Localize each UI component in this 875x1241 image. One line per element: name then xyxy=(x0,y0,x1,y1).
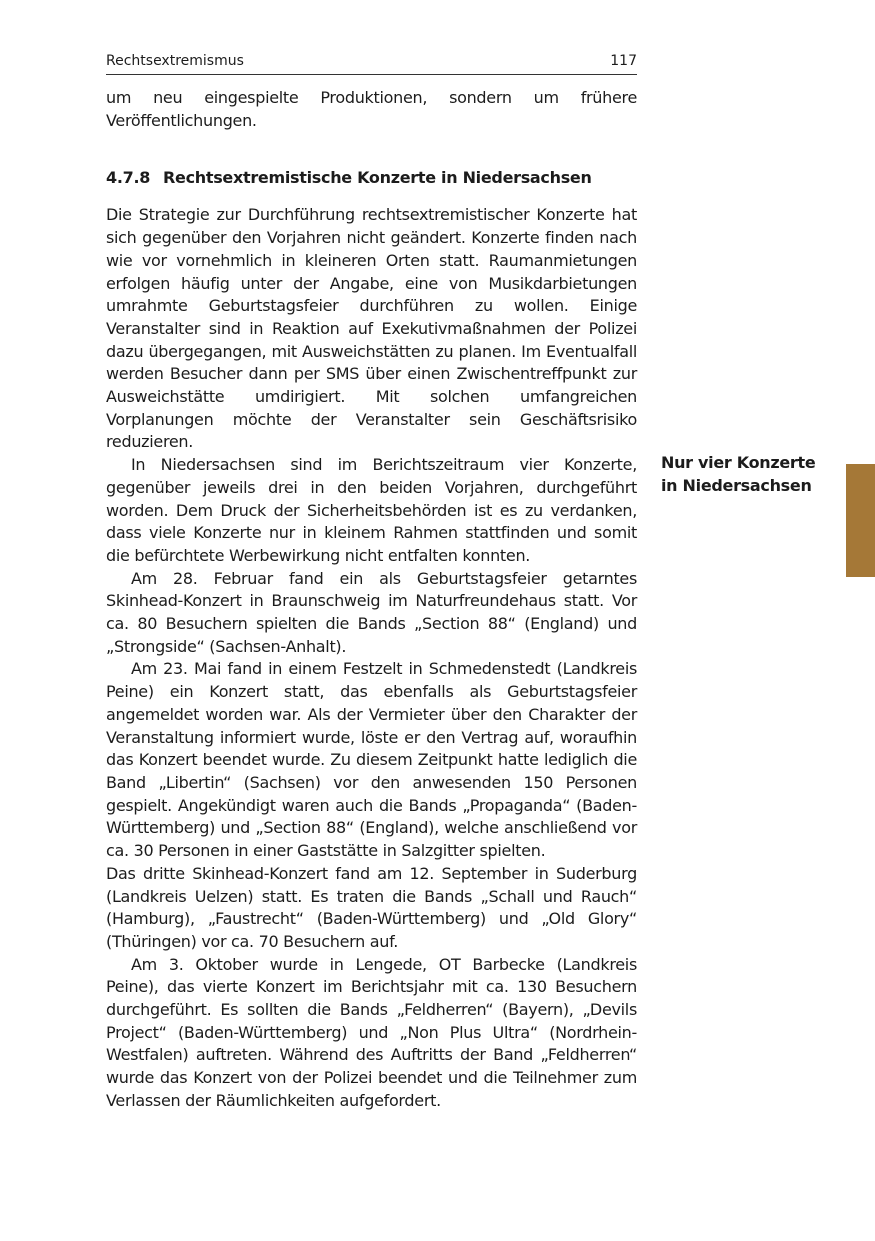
section-number: 4.7.8 xyxy=(106,168,151,188)
paragraph: Am 28. Februar fand ein als Geburtstagsfeier getarntes Skinhead-Konzert in Braunschweig im Naturfreundehaus statt. Vor ca. 80 Besuchern spielten die Bands „Section 88“ (England) und „Strongside“ (Sachsen-Anhalt). xyxy=(106,568,637,656)
margin-note-line: Nur vier Konzerte xyxy=(661,453,816,472)
page-number: 117 xyxy=(610,53,637,69)
intro-paragraph: um neu eingespielte Produktionen, sondern um frühere Veröffentlichungen. xyxy=(106,88,637,130)
main-text xyxy=(106,87,637,1113)
paragraph: Am 23. Mai fand in einem Festzelt in Schmedenstedt (Landkreis Peine) ein Konzert statt, das ebenfalls als Geburtstagsfeier angemeldet worden war. Als der Vermieter über den Charakter der Veranstaltung informiert wurde, löste er den Vertrag auf, woraufhin das Konzert beendet wurde. Zu diesem Zeitpunkt hatte lediglich die Band „Libertin“ (Sachsen) vor den anwesenden 150 Personen gespielt. Angekündigt waren auch die Bands „Propaganda“ (Baden-Württemberg) und „Section 88“ (England), welche anschließend vor ca. 30 Personen in einer Gaststätte in Salzgitter spielten. xyxy=(106,659,637,861)
chapter-thumb-tab xyxy=(846,464,875,577)
running-header-title: Rechtsextremismus xyxy=(106,53,244,69)
margin-note xyxy=(661,452,831,497)
running-header xyxy=(106,50,637,75)
section-title: Rechtsextremistische Konzerte in Niedersachsen xyxy=(163,168,592,188)
section-heading xyxy=(106,167,637,189)
paragraph: Die Strategie zur Durchführung rechtsextremistischer Konzerte hat sich gegenüber den Vorjahren nicht geändert. Konzerte finden nach wie vor vornehmlich in kleineren Orten statt. Raumanmietungen erfolgen häufig unter der Angabe, eine von Musikdarbietungen umrahmte Geburtstagsfeier durchführen zu wollen. Einige Veranstalter sind in Reaktion auf Exekutivmaßnahmen der Polizei dazu übergegangen, mit Ausweichstätten zu planen. Im Eventualfall werden Besucher dann per SMS über einen Zwischentreffpunkt zur Ausweichstätte umdirigiert. Mit solchen umfangreichen Vorplanungen möchte der Veranstalter sein Geschäftsrisiko reduzieren. xyxy=(106,205,637,452)
margin-note-line: in Niedersachsen xyxy=(661,475,812,495)
paragraph: In Niedersachsen sind im Berichtszeitraum vier Konzerte, gegenüber jeweils drei in den beiden Vorjahren, durchgeführt worden. Dem Druck der Sicherheitsbehörden ist es zu verdanken, dass viele Konzerte nur in kleinem Rahmen stattfinden und somit die befürchtete Werbewirkung nicht entfalten konnten. xyxy=(106,455,637,565)
paragraph: Das dritte Skinhead-Konzert fand am 12. September in Suderburg (Landkreis Uelzen) statt. Es traten die Bands „Schall und Rauch“ (Hamburg), „Faustrecht“ (Baden-Württemberg) und „Old Glory“ (Thüringen) vor ca. 70 Besuchern auf. xyxy=(106,863,637,951)
paragraph: Am 3. Oktober wurde in Lengede, OT Barbecke (Landkreis Peine), das vierte Konzert im Berichtsjahr mit ca. 130 Besuchern durchgeführt. Es sollten die Bands „Feldherren“ (Bayern), „Devils Project“ (Baden-Württemberg) und „Non Plus Ultra“ (Nordrhein-Westfalen) auftreten. Während des Auftritts der Band „Feldherren“ wurde das Konzert von der Polizei beendet und die Teilnehmer zum Verlassen der Räumlichkeiten aufgefordert. xyxy=(106,954,637,1110)
